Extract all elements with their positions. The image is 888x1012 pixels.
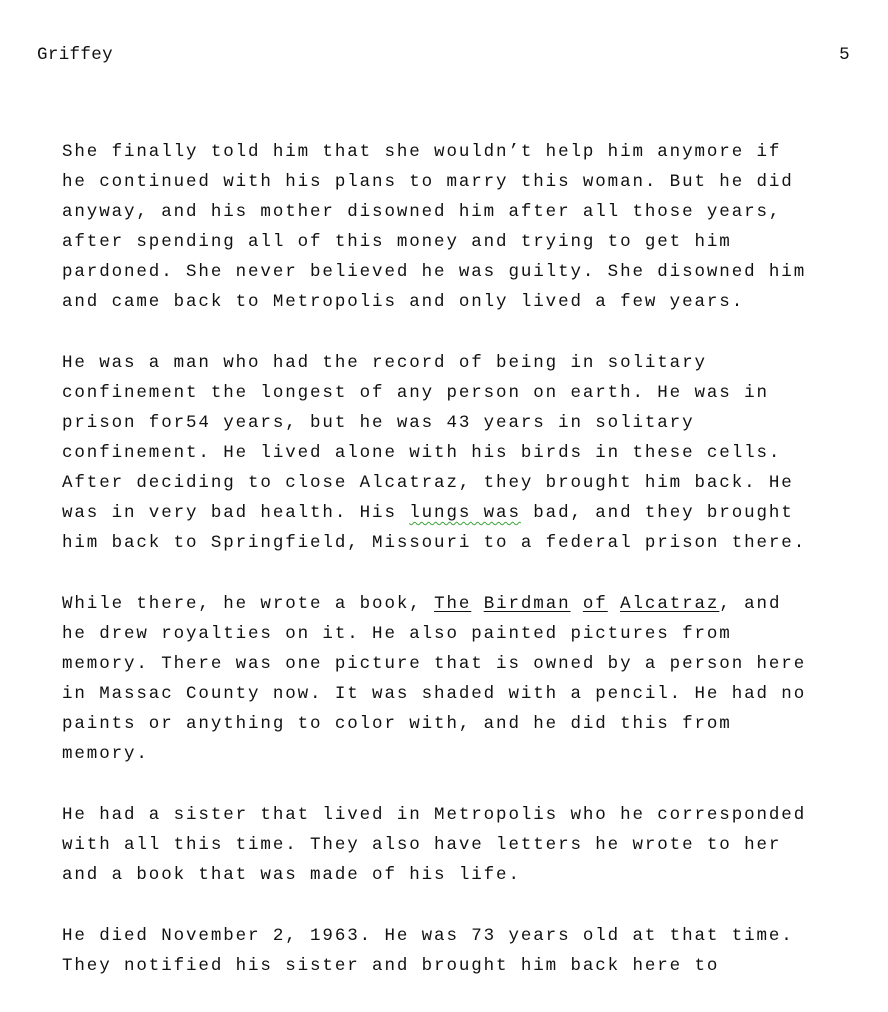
text-line: he drew royalties on it. He also painted pictures from bbox=[62, 624, 732, 644]
paragraph-3 bbox=[62, 589, 862, 769]
text-line: and came back to Metropolis and only lived a few years. bbox=[62, 292, 745, 312]
text-line: he continued with his plans to marry this woman. But he did bbox=[62, 172, 794, 192]
book-title-word: Alcatraz bbox=[620, 594, 720, 614]
text-line: him back to Springfield, Missouri to a federal prison there. bbox=[62, 533, 807, 553]
header-author: Griffey bbox=[37, 45, 113, 65]
text-line: and a book that was made of his life. bbox=[62, 865, 521, 885]
text-line: paints or anything to color with, and he did this from bbox=[62, 714, 732, 734]
text-line bbox=[62, 498, 862, 528]
text-segment: While there, he wrote a book, bbox=[62, 594, 435, 614]
text-line: memory. bbox=[62, 744, 149, 764]
text-line: prison for54 years, but he was 43 years in solitary bbox=[62, 413, 695, 433]
paragraph-2 bbox=[62, 348, 862, 558]
text-line: He had a sister that lived in Metropolis who he corresponded bbox=[62, 805, 807, 825]
text-line: in Massac County now. It was shaded with a pencil. He had no bbox=[62, 684, 807, 704]
document-body bbox=[62, 137, 862, 981]
text-segment: , and bbox=[719, 594, 782, 614]
paragraph-1 bbox=[62, 137, 862, 317]
paragraph-5 bbox=[62, 921, 862, 981]
text-line: He was a man who had the record of being in solitary bbox=[62, 353, 707, 373]
text-line: with all this time. They also have letters he wrote to her bbox=[62, 835, 782, 855]
book-title-word: The bbox=[434, 594, 472, 614]
text-line: memory. There was one picture that is owned by a person here bbox=[62, 654, 807, 674]
text-segment: was in very bad health. His bbox=[62, 503, 410, 523]
text-line: After deciding to close Alcatraz, they brought him back. He bbox=[62, 473, 794, 493]
text-line: after spending all of this money and trying to get him bbox=[62, 232, 732, 252]
text-line: confinement. He lived alone with his birds in these cells. bbox=[62, 443, 782, 463]
text-segment: bad, and they brought bbox=[520, 503, 794, 523]
text-line: She finally told him that she wouldn’t help him anymore if bbox=[62, 142, 782, 162]
text-line: They notified his sister and brought him back here to bbox=[62, 956, 720, 976]
page-header bbox=[37, 44, 850, 66]
book-title-word: of bbox=[582, 594, 608, 614]
text-line: anyway, and his mother disowned him after all those years, bbox=[62, 202, 782, 222]
book-title-word: Birdman bbox=[483, 594, 571, 614]
text-line: confinement the longest of any person on earth. He was in bbox=[62, 383, 769, 403]
page-number: 5 bbox=[839, 45, 850, 65]
text-line: He died November 2, 1963. He was 73 years old at that time. bbox=[62, 926, 794, 946]
text-line bbox=[62, 589, 862, 619]
paragraph-4 bbox=[62, 800, 862, 890]
grammar-flagged-text[interactable]: lungs was bbox=[409, 503, 521, 523]
text-line: pardoned. She never believed he was guilty. She disowned him bbox=[62, 262, 807, 282]
